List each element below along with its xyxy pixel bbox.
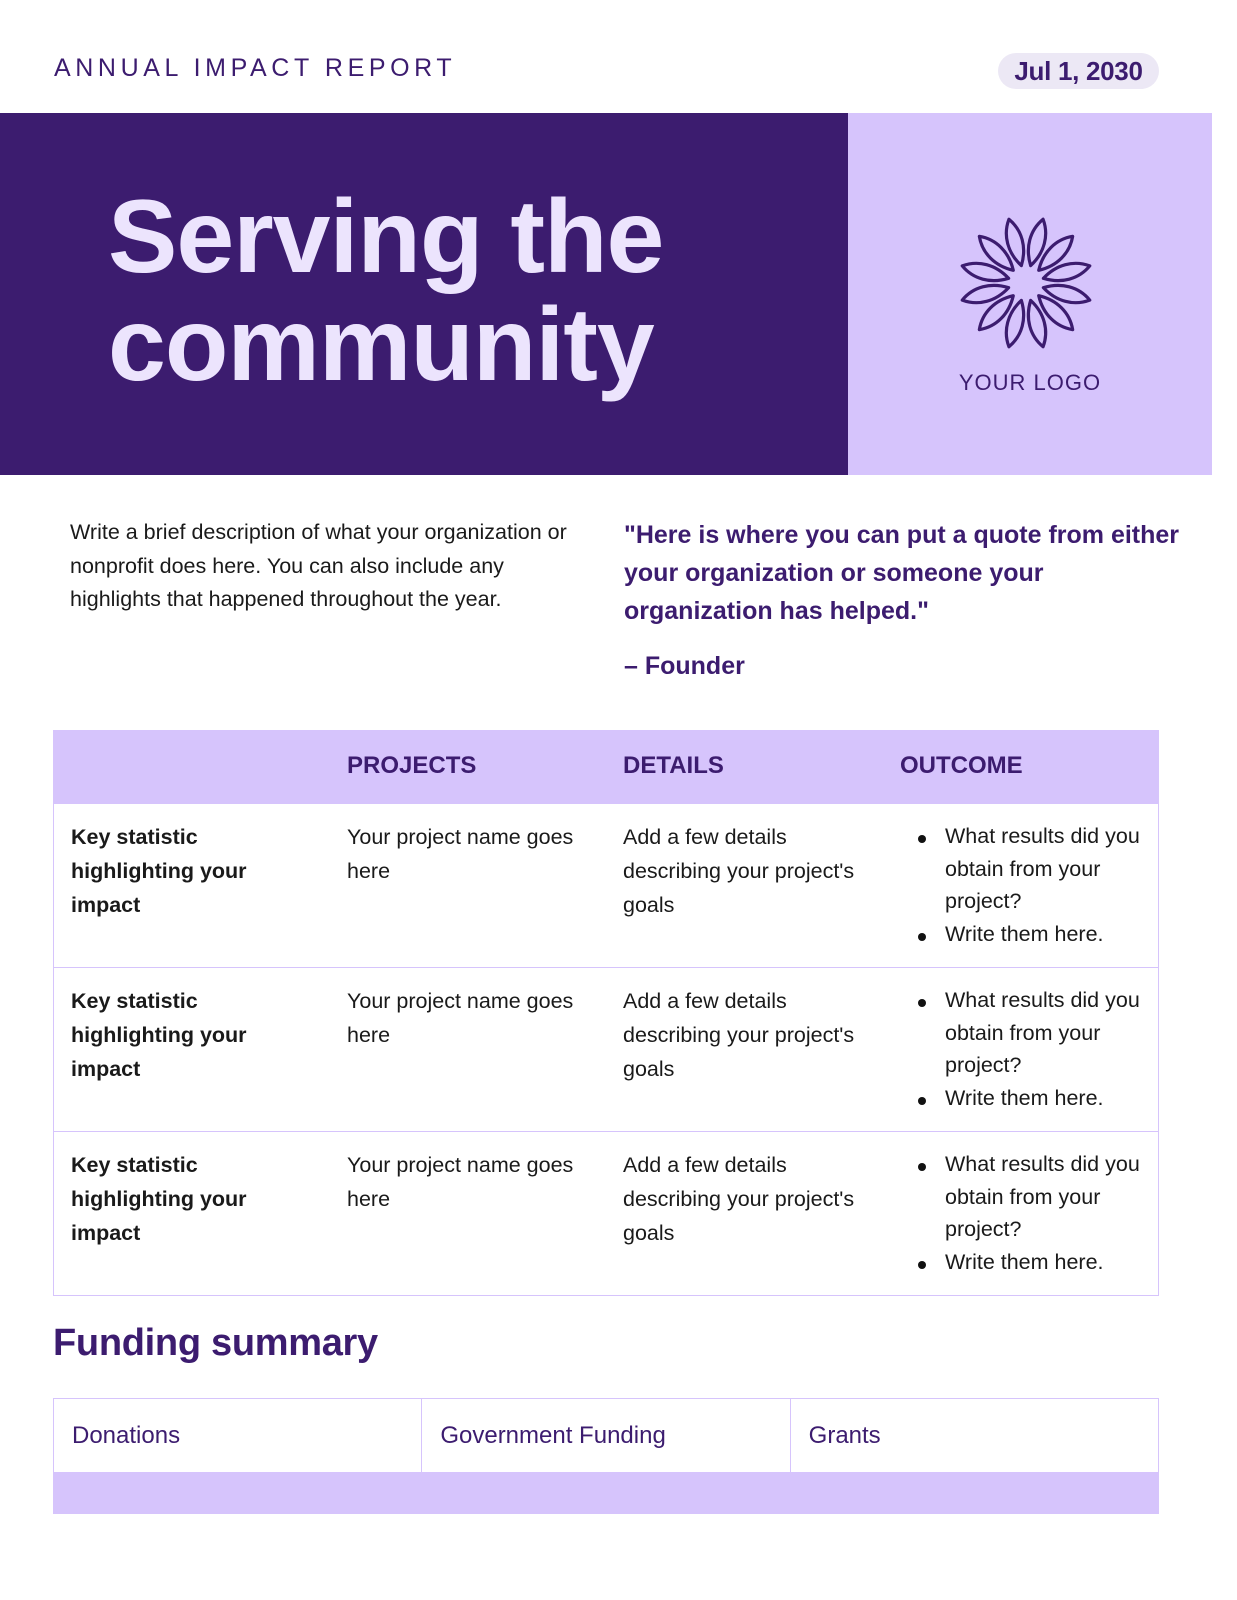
project-cell: Your project name goes here <box>347 989 574 1047</box>
impact-table <box>53 730 1159 1296</box>
title-line-1: Serving the <box>108 179 664 295</box>
outcome-list <box>914 984 1154 1114</box>
statistic-cell: Key statistic highlighting your impact <box>71 989 247 1081</box>
hero-title-panel <box>0 113 848 475</box>
funding-table <box>53 1398 1159 1514</box>
project-cell: Your project name goes here <box>347 825 574 883</box>
title-line-2: community <box>108 287 654 403</box>
details-cell: Add a few details describing your project's goals <box>623 989 855 1081</box>
column-header-outcome: OUTCOME <box>900 752 1023 779</box>
outcome-item: Write them here. <box>914 918 1154 951</box>
statistic-cell: Key statistic highlighting your impact <box>71 825 247 917</box>
outcome-list <box>914 820 1154 950</box>
outcome-cell <box>914 820 1154 950</box>
page-title <box>108 179 664 403</box>
funding-values-row <box>54 1472 1158 1513</box>
outcome-item: What results did you obtain from your project? <box>914 820 1154 918</box>
outcome-item: Write them here. <box>914 1082 1154 1115</box>
details-cell: Add a few details describing your project's goals <box>623 1153 855 1245</box>
funding-column-grants: Grants <box>790 1399 1158 1472</box>
column-header-details: DETAILS <box>623 752 724 779</box>
logo-text: YOUR LOGO <box>958 370 1102 395</box>
funding-column-donations: Donations <box>72 1421 181 1449</box>
column-header-projects: PROJECTS <box>347 752 477 779</box>
logo-panel <box>848 113 1212 475</box>
project-cell: Your project name goes here <box>347 1153 574 1211</box>
outcome-list <box>914 1148 1154 1278</box>
outcome-item: What results did you obtain from your project? <box>914 1148 1154 1246</box>
hero-banner <box>0 113 1212 475</box>
date-badge: Jul 1, 2030 <box>998 53 1159 89</box>
table-header <box>54 730 1158 803</box>
table-row <box>54 1131 1158 1295</box>
quote-author: – Founder <box>624 652 745 680</box>
report-header <box>0 0 1237 113</box>
outcome-item: Write them here. <box>914 1246 1154 1279</box>
outcome-cell <box>914 984 1154 1114</box>
report-label: ANNUAL IMPACT REPORT <box>54 54 457 82</box>
statistic-cell: Key statistic highlighting your impact <box>71 1153 247 1245</box>
funding-column-government: Government Funding <box>421 1399 789 1472</box>
table-row <box>54 803 1158 967</box>
organization-description: Write a brief description of what your organization or nonprofit does here. You can also include any highlights that happened throughout the year. <box>70 520 567 611</box>
details-cell: Add a few details describing your project's goals <box>623 825 855 917</box>
flower-icon <box>956 213 1096 353</box>
outcome-item: What results did you obtain from your project? <box>914 984 1154 1082</box>
funding-header-row <box>54 1399 1158 1472</box>
outcome-cell <box>914 1148 1154 1278</box>
table-row <box>54 967 1158 1131</box>
funding-summary-heading: Funding summary <box>53 1322 378 1364</box>
testimonial-quote: "Here is where you can put a quote from either your organization or someone your organization has helped." <box>624 521 1180 625</box>
